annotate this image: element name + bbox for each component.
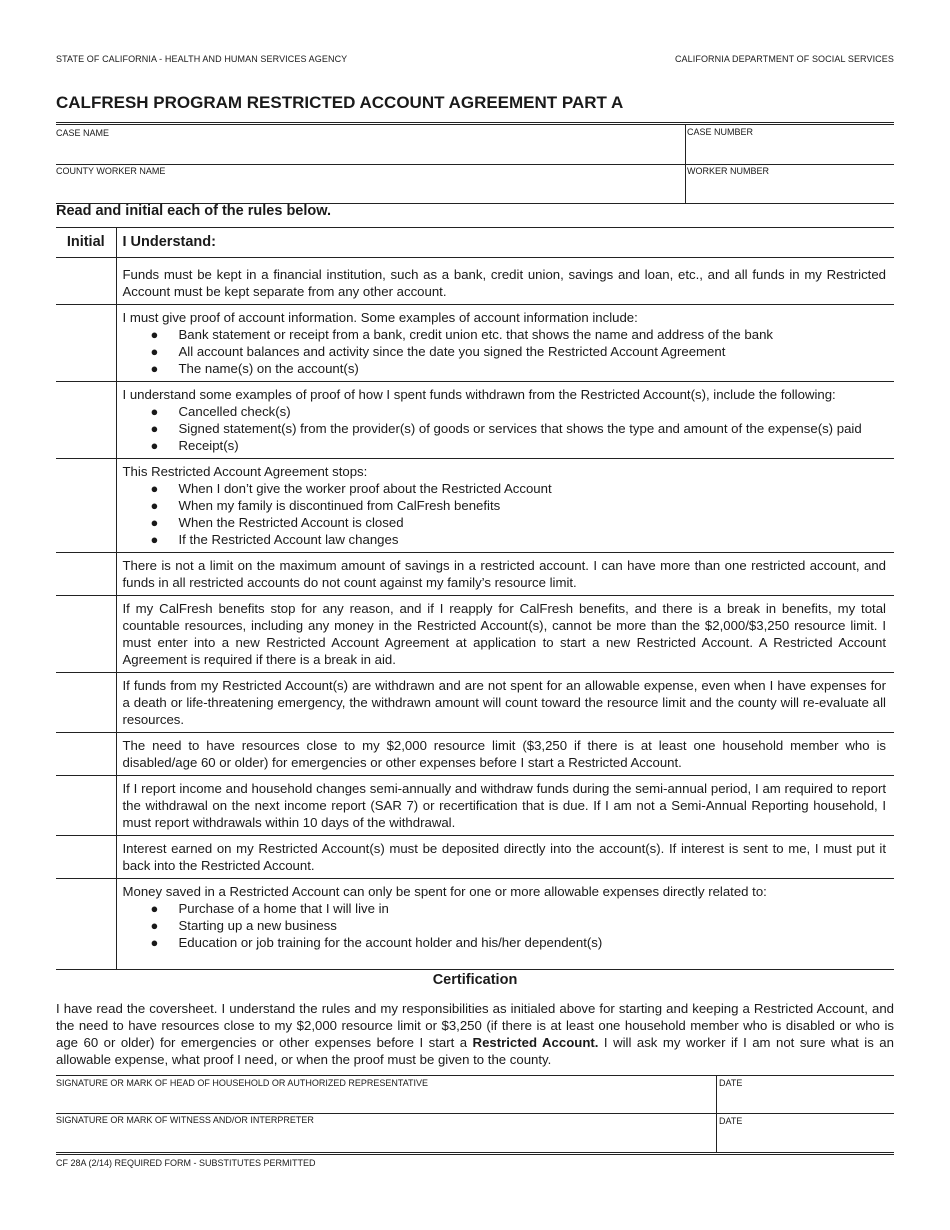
rule-row [56, 258, 894, 305]
rule-row [56, 879, 894, 970]
divider [685, 125, 686, 203]
county-worker-name-field[interactable]: COUNTY WORKER NAME [56, 166, 166, 176]
bullet-text: Bank statement or receipt from a bank, credit union etc. that shows the name and address of the bank [178, 327, 774, 342]
divider [56, 1113, 894, 1114]
worker-number-field[interactable]: WORKER NUMBER [687, 166, 770, 176]
bullet-icon: ● [150, 421, 159, 436]
rule-text: I understand some examples of proof of how I spent funds withdrawn from the Restricted Account(s), include the following: [122, 387, 836, 402]
list-item [123, 437, 887, 454]
rule-row [56, 459, 894, 553]
rule-text: Money saved in a Restricted Account can only be spent for one or more allowable expenses directly related to: [122, 884, 767, 899]
rule-text-cell [116, 258, 894, 305]
rule-row [56, 596, 894, 673]
bullet-icon: ● [150, 901, 159, 916]
bullet-text: The name(s) on the account(s) [178, 361, 359, 376]
bullet-text: Purchase of a home that I will live in [178, 901, 389, 916]
bullet-icon: ● [150, 481, 159, 496]
rule-row [56, 776, 894, 836]
department-name: CALIFORNIA DEPARTMENT OF SOCIAL SERVICES [674, 54, 894, 64]
form-footer: CF 28A (2/14) REQUIRED FORM - SUBSTITUTES PERMITTED [56, 1158, 316, 1168]
rule-text-cell [116, 673, 894, 733]
rule-text: I must give proof of account information. Some examples of account information include: [122, 310, 638, 325]
certification-text-part: I have read the coversheet. I understand the rules and my responsibilities as initialed above for starting and keeping a Restricted Account, and the need to have resources close to my $2,000 resource limit or $3,250 (if there is at least one household member who is disabled or who is age 60 or older) for emergencies or other expenses before I start a [56, 1001, 894, 1050]
initial-field[interactable] [56, 258, 116, 305]
bullet-icon: ● [150, 361, 159, 376]
divider [56, 164, 894, 165]
signature-date-field[interactable]: DATE [719, 1078, 743, 1088]
list-item [123, 514, 887, 531]
initial-field[interactable] [56, 382, 116, 459]
rule-text-cell [116, 733, 894, 776]
list-item [123, 917, 887, 934]
initial-field[interactable] [56, 596, 116, 673]
list-item [123, 480, 887, 497]
list-item [123, 420, 887, 437]
rule-row [56, 733, 894, 776]
agency-name: STATE OF CALIFORNIA - HEALTH AND HUMAN SERVICES AGENCY [56, 54, 348, 64]
list-item [123, 343, 887, 360]
bullet-icon: ● [150, 344, 159, 359]
divider [716, 1076, 717, 1152]
table-header [56, 228, 894, 258]
bullet-icon: ● [150, 438, 159, 453]
rule-text: If my CalFresh benefits stop for any reason, and if I reapply for CalFresh benefits, and there is a break in benefits, my total countable resources, including any money in the Restricted Account(s), cannot be more than the $2,000/$3,250 resource limit. I must enter into a new Restricted Account Agreement at application to start a new Restricted Account. A Restricted Account Agreement is required if there is a break in aid. [122, 601, 886, 667]
rule-text-cell [116, 596, 894, 673]
list-item [123, 326, 887, 343]
rule-text-cell [116, 879, 894, 970]
rules-table [56, 227, 894, 970]
initial-field[interactable] [56, 459, 116, 553]
rule-text-cell [116, 776, 894, 836]
rule-row [56, 673, 894, 733]
initial-field[interactable] [56, 776, 116, 836]
witness-date-field[interactable]: DATE [719, 1116, 743, 1126]
initial-field[interactable] [56, 553, 116, 596]
initial-field[interactable] [56, 836, 116, 879]
bullet-icon: ● [150, 404, 159, 419]
case-number-field[interactable]: CASE NUMBER [687, 127, 754, 137]
rule-row [56, 553, 894, 596]
list-item [123, 360, 887, 377]
initial-field[interactable] [56, 879, 116, 970]
bullet-text: Signed statement(s) from the provider(s) of goods or services that shows the type and amount of the expense(s) paid [178, 421, 862, 436]
understand-column-header: I Understand: [116, 228, 894, 258]
list-item [123, 934, 887, 951]
witness-signature-field[interactable]: SIGNATURE OR MARK OF WITNESS AND/OR INTERPRETER [56, 1115, 314, 1125]
initial-column-header: Initial [56, 228, 116, 258]
bullet-icon: ● [150, 498, 159, 513]
head-of-household-signature-field[interactable]: SIGNATURE OR MARK OF HEAD OF HOUSEHOLD OR AUTHORIZED REPRESENTATIVE [56, 1078, 429, 1088]
bullet-icon: ● [150, 935, 159, 950]
bullet-text: If the Restricted Account law changes [178, 532, 399, 547]
bullet-text: Cancelled check(s) [178, 404, 291, 419]
rule-text: This Restricted Account Agreement stops: [122, 464, 368, 479]
case-name-field[interactable]: CASE NAME [56, 128, 110, 138]
bullet-text: When I don’t give the worker proof about the Restricted Account [178, 481, 552, 496]
certification-heading: Certification [432, 972, 518, 988]
bullet-text: All account balances and activity since the date you signed the Restricted Account Agreement [178, 344, 726, 359]
bullet-icon: ● [150, 327, 159, 342]
rule-text-cell [116, 459, 894, 553]
certification-text-bold: Restricted Account. [472, 1035, 599, 1050]
case-info-box [56, 122, 894, 204]
bullet-text: Starting up a new business [178, 918, 337, 933]
list-item [123, 531, 887, 548]
bullet-icon: ● [150, 515, 159, 530]
rule-bullet-list [123, 900, 887, 951]
rule-row [56, 382, 894, 459]
rule-text-cell [116, 836, 894, 879]
rule-text: If I report income and household changes semi-annually and withdraw funds during the semi-annual period, I am required to report the withdrawal on the next income report (SAR 7) or recertification that is due. If I am not a Semi-Annual Reporting household, I must report withdrawals within 10 days of the withdrawal. [122, 781, 886, 830]
initial-field[interactable] [56, 305, 116, 382]
bullet-text: When my family is discontinued from CalFresh benefits [178, 498, 501, 513]
bullet-text: When the Restricted Account is closed [178, 515, 404, 530]
rule-row [56, 836, 894, 879]
list-item [123, 900, 887, 917]
instructions: Read and initial each of the rules below. [56, 203, 332, 219]
certification-text [56, 1000, 894, 1068]
list-item [123, 497, 887, 514]
rule-text: Interest earned on my Restricted Account(s) must be deposited directly into the account(s). If interest is sent to me, I must put it back into the Restricted Account. [122, 841, 886, 873]
rule-text-cell [116, 553, 894, 596]
rule-text: There is not a limit on the maximum amount of savings in a restricted account. I can have more than one restricted account, and funds in all restricted accounts do not count against my family’s resource limit. [122, 558, 886, 590]
bullet-icon: ● [150, 532, 159, 547]
rule-text: Funds must be kept in a financial institution, such as a bank, credit union, savings and loan, etc., and all funds in my Restricted Account must be kept separate from any other account. [122, 267, 886, 299]
signature-box [56, 1075, 894, 1155]
rule-bullet-list [123, 403, 887, 454]
certification-text-part: I will ask my worker if I am not sure what is an allowable expense, what proof I need, or when the proof must be given to the county. [56, 1035, 894, 1067]
list-item [123, 403, 887, 420]
rule-text-cell [116, 382, 894, 459]
bullet-text: Education or job training for the account holder and his/her dependent(s) [178, 935, 603, 950]
rule-row [56, 305, 894, 382]
rule-text: The need to have resources close to my $2,000 resource limit ($3,250 if there is at least one household member who is disabled/age 60 or older) for emergencies or other expenses before I start a Restricted Account. [122, 738, 886, 770]
initial-field[interactable] [56, 733, 116, 776]
rule-text-cell [116, 305, 894, 382]
rule-text: If funds from my Restricted Account(s) are withdrawn and are not spent for an allowable expense, even when I have expenses for a death or life-threatening emergency, the withdrawn amount will count toward the resource limit and the county will re-evaluate all resources. [122, 678, 886, 727]
bullet-text: Receipt(s) [178, 438, 239, 453]
form-title: CALFRESH PROGRAM RESTRICTED ACCOUNT AGREEMENT PART A [56, 93, 624, 112]
rule-bullet-list [123, 480, 887, 548]
initial-field[interactable] [56, 673, 116, 733]
bullet-icon: ● [150, 918, 159, 933]
rule-bullet-list [123, 326, 887, 377]
